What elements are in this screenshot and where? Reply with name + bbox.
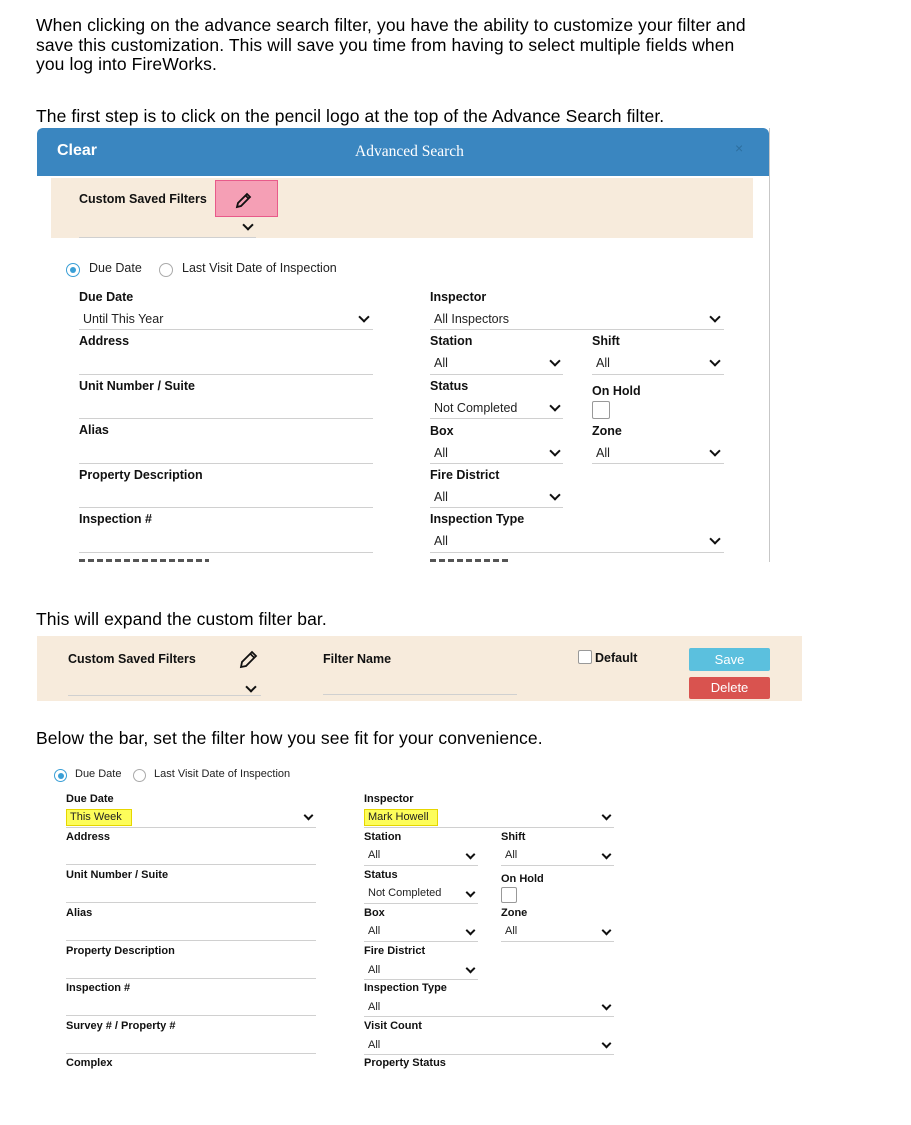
complex-label: Complex <box>66 1057 113 1069</box>
on-hold-checkbox[interactable] <box>501 887 517 903</box>
on-hold-label: On Hold <box>592 384 641 398</box>
divider <box>501 941 614 942</box>
dialog-title: Advanced Search <box>355 143 464 160</box>
chevron-down-icon <box>709 355 720 366</box>
intro-line: When clicking on the advance search filter, you have the ability to customize your filter and <box>36 15 746 35</box>
saved-filter-select[interactable] <box>79 237 256 238</box>
inspection-type-select[interactable]: All <box>368 1001 381 1013</box>
divider <box>592 374 724 375</box>
expand-text: This will expand the custom filter bar. <box>36 609 327 629</box>
chevron-down-icon <box>602 1039 612 1049</box>
status-select[interactable]: Not Completed <box>368 887 442 899</box>
intro-line: you log into FireWorks. <box>36 54 217 74</box>
station-select[interactable]: All <box>434 356 448 370</box>
radio-last-visit-label: Last Visit Date of Inspection <box>154 768 291 780</box>
box-label: Box <box>364 907 385 919</box>
on-hold-label: On Hold <box>501 873 544 885</box>
address-input[interactable] <box>79 374 373 375</box>
zone-label: Zone <box>501 907 528 919</box>
saved-filter-select[interactable] <box>68 695 261 696</box>
due-date-select[interactable]: This Week <box>70 811 122 823</box>
filter-name-label: Filter Name <box>323 652 392 666</box>
custom-saved-filters-label: Custom Saved Filters <box>68 652 196 666</box>
divider <box>66 827 316 828</box>
advanced-search-dialog <box>37 128 770 562</box>
cropped-row <box>430 559 510 562</box>
clear-button[interactable]: Clear <box>57 142 98 159</box>
shift-select[interactable]: All <box>596 356 610 370</box>
expanded-filter-bar <box>37 636 802 701</box>
unit-label: Unit Number / Suite <box>66 869 169 881</box>
chevron-down-icon <box>602 811 612 821</box>
divider <box>364 1016 614 1017</box>
delete-button[interactable]: Delete <box>689 677 770 699</box>
alias-label: Alias <box>79 423 109 437</box>
due-date-label: Due Date <box>66 793 114 805</box>
fire-district-label: Fire District <box>364 945 426 957</box>
chevron-down-icon <box>549 489 560 500</box>
address-label: Address <box>79 334 130 348</box>
chevron-down-icon <box>466 850 476 860</box>
survey-label: Survey # / Property # <box>66 1020 176 1032</box>
chevron-down-icon <box>709 311 720 322</box>
cropped-row <box>79 559 209 562</box>
custom-saved-filters-label: Custom Saved Filters <box>79 192 207 206</box>
zone-label: Zone <box>592 424 622 438</box>
station-label: Station <box>430 334 473 348</box>
property-description-input[interactable] <box>79 507 373 508</box>
inspector-label: Inspector <box>430 290 487 304</box>
shift-label: Shift <box>501 831 526 843</box>
inspection-type-label: Inspection Type <box>364 982 447 994</box>
filter-name-input[interactable] <box>323 694 517 695</box>
intro-line: save this customization. This will save you time from having to select multiple fields when <box>36 34 735 55</box>
default-label: Default <box>595 651 638 665</box>
survey-input[interactable] <box>66 1053 316 1054</box>
chevron-down-icon <box>602 850 612 860</box>
status-select[interactable]: Not Completed <box>434 401 518 415</box>
unit-input[interactable] <box>66 902 316 903</box>
fire-district-select[interactable]: All <box>434 490 448 504</box>
divider <box>364 865 478 866</box>
divider <box>592 463 724 464</box>
pencil-icon[interactable] <box>235 191 253 209</box>
pencil-icon[interactable] <box>239 649 259 669</box>
divider <box>364 903 478 904</box>
fire-district-select[interactable]: All <box>368 964 381 976</box>
inspector-label: Inspector <box>364 793 414 805</box>
property-description-label: Property Description <box>79 468 203 482</box>
custom-filter-bar <box>51 178 753 238</box>
divider <box>430 329 724 330</box>
divider <box>430 418 563 419</box>
fire-district-label: Fire District <box>430 468 500 482</box>
inspector-select[interactable]: All Inspectors <box>434 312 510 326</box>
chevron-down-icon <box>549 400 560 411</box>
close-icon[interactable]: × <box>735 140 744 156</box>
dialog-header <box>37 128 769 176</box>
chevron-down-icon <box>466 964 476 974</box>
inspection-type-label: Inspection Type <box>430 512 525 526</box>
due-date-label: Due Date <box>79 290 134 304</box>
inspection-number-input[interactable] <box>79 552 373 553</box>
status-label: Status <box>430 379 469 393</box>
zone-select[interactable]: All <box>596 446 610 460</box>
shift-label: Shift <box>592 334 620 348</box>
divider <box>364 979 478 980</box>
divider <box>430 463 563 464</box>
divider <box>79 329 373 330</box>
visit-count-select[interactable]: All <box>368 1039 381 1051</box>
divider <box>364 941 478 942</box>
shift-select[interactable]: All <box>505 849 518 861</box>
station-label: Station <box>364 831 402 843</box>
inspector-select[interactable]: Mark Howell <box>368 811 429 823</box>
chevron-down-icon[interactable] <box>245 681 256 692</box>
status-label: Status <box>364 869 398 881</box>
radio-last-visit[interactable] <box>159 263 173 277</box>
divider <box>430 374 563 375</box>
radio-due-date[interactable] <box>54 769 67 782</box>
visit-count-label: Visit Count <box>364 1020 422 1032</box>
unit-label: Unit Number / Suite <box>79 379 195 393</box>
chevron-down-icon <box>602 926 612 936</box>
chevron-down-icon <box>466 926 476 936</box>
address-label: Address <box>66 831 111 843</box>
inspection-number-label: Inspection # <box>79 512 152 526</box>
inspection-number-input[interactable] <box>66 1015 316 1016</box>
chevron-down-icon <box>709 533 720 544</box>
divider <box>501 865 614 866</box>
divider <box>430 507 563 508</box>
alias-input[interactable] <box>66 940 316 941</box>
divider <box>364 1054 614 1055</box>
alias-input[interactable] <box>79 463 373 464</box>
intro-paragraph <box>36 16 746 75</box>
address-input[interactable] <box>66 864 316 865</box>
zone-select[interactable]: All <box>505 925 518 937</box>
radio-due-date[interactable] <box>66 263 80 277</box>
radio-last-visit[interactable] <box>133 769 146 782</box>
property-description-input[interactable] <box>66 978 316 979</box>
radio-due-date-label: Due Date <box>75 768 122 780</box>
inspection-type-select[interactable]: All <box>434 534 448 548</box>
box-select[interactable]: All <box>434 446 448 460</box>
chevron-down-icon <box>466 888 476 898</box>
chevron-down-icon <box>304 811 314 821</box>
on-hold-checkbox[interactable] <box>592 401 610 419</box>
below-text: Below the bar, set the filter how you see fit for your convenience. <box>36 728 543 748</box>
due-date-select[interactable]: Until This Year <box>83 312 164 326</box>
chevron-down-icon <box>549 355 560 366</box>
step1-text: The first step is to click on the pencil logo at the top of the Advance Search filter. <box>36 106 665 126</box>
box-select[interactable]: All <box>368 925 381 937</box>
chevron-down-icon <box>709 445 720 456</box>
property-description-label: Property Description <box>66 945 175 957</box>
radio-due-date-label: Due Date <box>89 261 142 275</box>
radio-last-visit-label: Last Visit Date of Inspection <box>182 261 337 275</box>
chevron-down-icon <box>549 445 560 456</box>
divider <box>430 552 724 553</box>
station-select[interactable]: All <box>368 849 381 861</box>
inspection-number-label: Inspection # <box>66 982 131 994</box>
property-status-label: Property Status <box>364 1057 446 1069</box>
chevron-down-icon <box>602 1001 612 1011</box>
default-checkbox[interactable] <box>578 650 592 664</box>
box-label: Box <box>430 424 454 438</box>
chevron-down-icon <box>358 311 369 322</box>
divider <box>364 827 614 828</box>
save-button[interactable]: Save <box>689 648 770 671</box>
alias-label: Alias <box>66 907 93 919</box>
unit-input[interactable] <box>79 418 373 419</box>
